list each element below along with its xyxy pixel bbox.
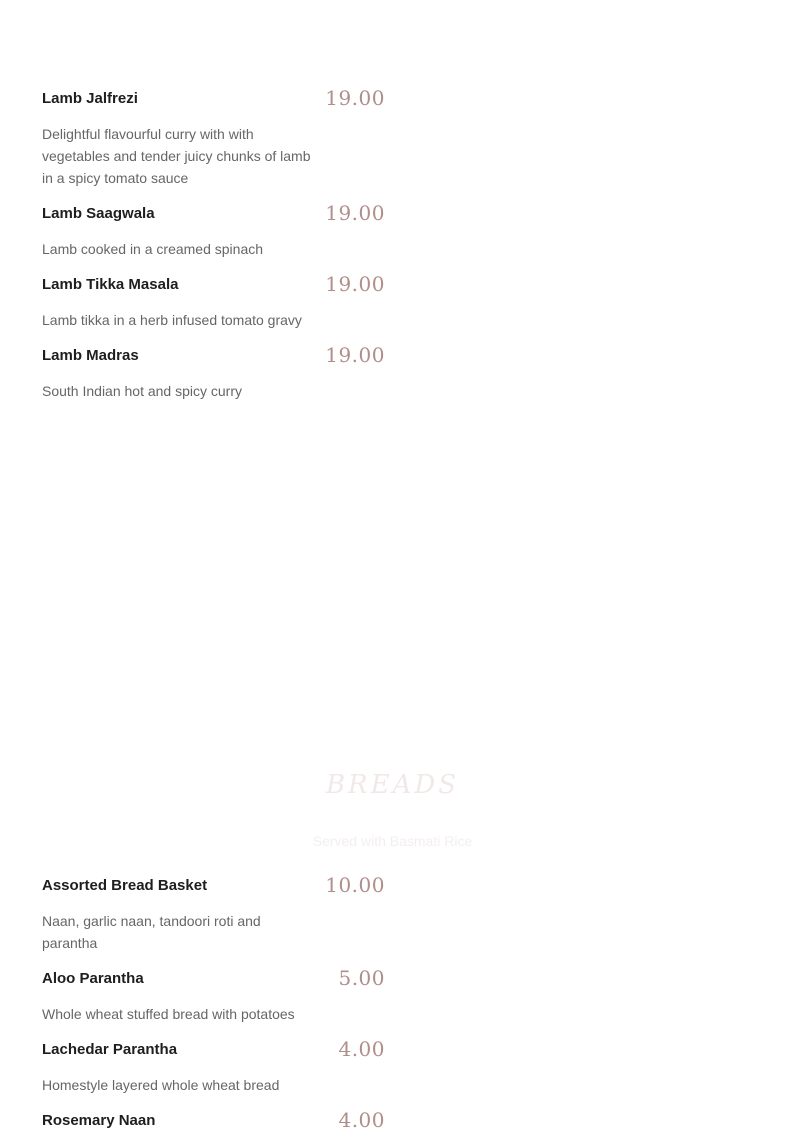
menu-item-name: Lamb Saagwala: [42, 205, 155, 222]
menu-item-price: 19.00: [325, 272, 385, 296]
menu-item-header: [42, 1108, 385, 1140]
section-title-breads: BREADS: [325, 770, 460, 800]
menu-item-name: Rosemary Naan: [42, 1112, 156, 1129]
menu-item: [42, 201, 385, 272]
menu-item-header: [42, 343, 385, 375]
menu-item-description: Whole wheat stuffed bread with potatoes: [42, 1006, 295, 1022]
menu-item-description: Lamb cooked in a creamed spinach: [42, 241, 264, 257]
lamb-menu-list: [42, 86, 385, 414]
section-subtitle-breads: Served with Basmati Rice: [312, 833, 473, 849]
menu-item-header: [42, 1037, 385, 1069]
menu-item: [42, 272, 385, 343]
breads-menu-list: [42, 873, 385, 1144]
menu-item-name: Aloo Parantha: [42, 970, 144, 987]
menu-item: [42, 966, 385, 1037]
menu-item-header: [42, 873, 385, 905]
menu-item-name: Lamb Tikka Masala: [42, 276, 179, 293]
menu-item-name: Assorted Bread Basket: [42, 877, 208, 894]
menu-item-header: [42, 966, 385, 998]
menu-item: [42, 343, 385, 414]
menu-item-name: Lachedar Parantha: [42, 1041, 178, 1058]
menu-item-price: 4.00: [338, 1037, 385, 1061]
menu-item-description: Lamb tikka in a herb infused tomato gravy: [42, 312, 302, 328]
menu-item-name: Lamb Jalfrezi: [42, 90, 138, 107]
menu-item-price: 4.00: [338, 1108, 385, 1132]
menu-item-price: 19.00: [325, 86, 385, 110]
menu-item: [42, 86, 385, 201]
menu-item-description: Homestyle layered whole wheat bread: [42, 1077, 280, 1093]
menu-item-price: 10.00: [325, 873, 385, 897]
menu-item-description: Delightful flavourful curry with with vegetables and tender juicy chunks of lamb in a spicy tomato sauce: [42, 126, 311, 186]
menu-item: [42, 873, 385, 966]
menu-item: [42, 1037, 385, 1108]
menu-item-description: Naan, garlic naan, tandoori roti and parantha: [42, 913, 261, 951]
menu-item-description: South Indian hot and spicy curry: [42, 383, 243, 399]
menu-item-header: [42, 272, 385, 304]
menu-item-header: [42, 86, 385, 118]
menu-item: [42, 1108, 385, 1144]
menu-item-name: Lamb Madras: [42, 347, 139, 364]
menu-item-price: 19.00: [325, 201, 385, 225]
menu-item-price: 5.00: [338, 966, 385, 990]
menu-item-price: 19.00: [325, 343, 385, 367]
menu-item-header: [42, 201, 385, 233]
